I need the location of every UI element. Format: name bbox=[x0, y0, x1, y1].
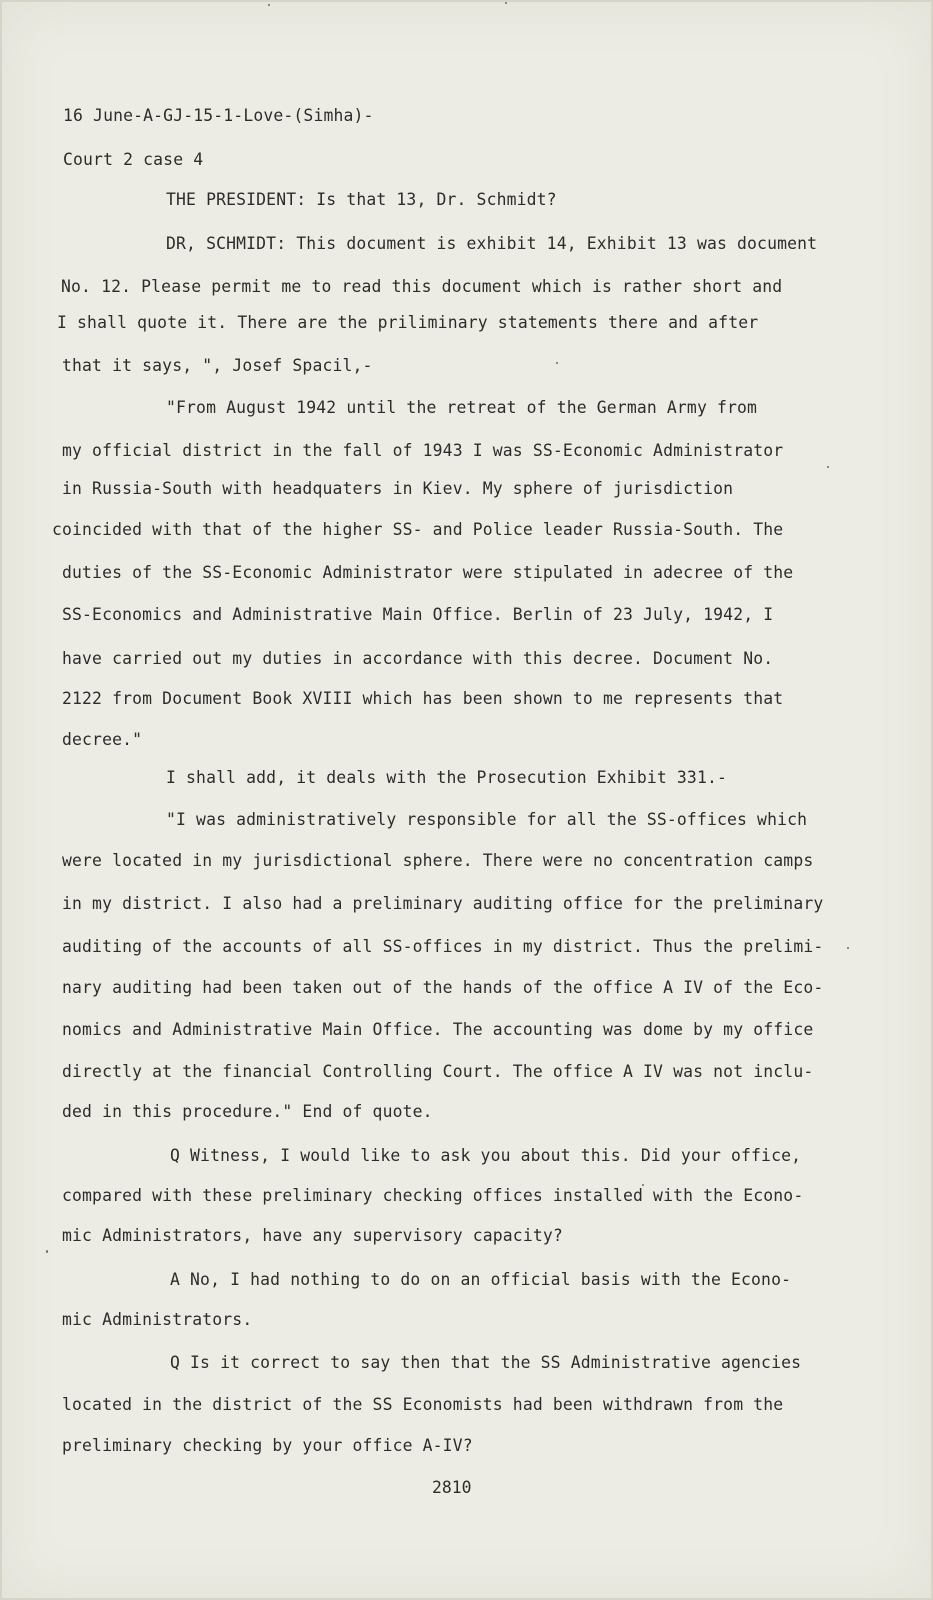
quote-line: coincided with that of the higher SS- and Police leader Russia-South. The bbox=[52, 520, 784, 539]
question-line: mic Administrators, have any supervisory capacity? bbox=[62, 1226, 563, 1245]
quote-line: decree." bbox=[62, 730, 143, 749]
quote-line: SS-Economics and Administrative Main Office. Berlin of 23 July, 1942, I bbox=[62, 605, 774, 624]
quote-line: have carried out my duties in accordance with this decree. Document No. bbox=[62, 649, 774, 668]
answer-line: A No, I had nothing to do on an official basis with the Econo- bbox=[170, 1270, 792, 1289]
quote-line: were located in my jurisdictional sphere. There were no concentration camps bbox=[62, 851, 814, 870]
page-number: 2810 bbox=[432, 1478, 472, 1497]
document-header-ref: 16 June-A-GJ-15-1-Love-(Simha)- bbox=[63, 106, 374, 125]
question-line: located in the district of the SS Economists had been withdrawn from the bbox=[62, 1395, 784, 1414]
quote-line: duties of the SS-Economic Administrator were stipulated in adecree of the bbox=[62, 563, 794, 582]
text-line: I shall quote it. There are the priliminary statements there and after bbox=[57, 313, 759, 332]
quote-line: in my district. I also had a preliminary auditing office for the preliminary bbox=[62, 894, 824, 913]
quote-line: 2122 from Document Book XVIII which has been shown to me represents that bbox=[62, 689, 784, 708]
quote-line: auditing of the accounts of all SS-offices in my district. Thus the prelimi- bbox=[62, 937, 824, 956]
scan-speck bbox=[827, 466, 829, 468]
scan-speck bbox=[642, 1184, 644, 1186]
question-line: preliminary checking by your office A-IV? bbox=[62, 1436, 473, 1455]
text-line: DR, SCHMIDT: This document is exhibit 14, Exhibit 13 was document bbox=[166, 234, 818, 253]
quote-line: in Russia-South with headquaters in Kiev. My sphere of jurisdiction bbox=[62, 479, 734, 498]
question-line: Q Is it correct to say then that the SS Administrative agencies bbox=[170, 1353, 802, 1372]
quote-line: nomics and Administrative Main Office. The accounting was dome by my office bbox=[62, 1020, 814, 1039]
quote-line: "I was administratively responsible for all the SS-offices which bbox=[166, 810, 808, 829]
question-line: Q Witness, I would like to ask you about this. Did your office, bbox=[170, 1146, 802, 1165]
scan-speck bbox=[268, 4, 270, 6]
court-case-line: Court 2 case 4 bbox=[63, 150, 204, 169]
question-line: compared with these preliminary checking offices installed with the Econo- bbox=[62, 1186, 804, 1205]
quote-line: "From August 1942 until the retreat of the German Army from bbox=[166, 398, 758, 417]
quote-line: my official district in the fall of 1943 I was SS-Economic Administrator bbox=[62, 441, 784, 460]
scan-speck bbox=[556, 362, 558, 364]
text-line: I shall add, it deals with the Prosecution Exhibit 331.- bbox=[166, 768, 728, 787]
text-line: No. 12. Please permit me to read this document which is rather short and bbox=[61, 277, 783, 296]
scan-speck bbox=[46, 1250, 48, 1253]
text-line: that it says, ", Josef Spacil,- bbox=[62, 356, 373, 375]
text-line: THE PRESIDENT: Is that 13, Dr. Schmidt? bbox=[166, 190, 557, 209]
scan-speck bbox=[505, 2, 507, 4]
quote-line: ded in this procedure." End of quote. bbox=[62, 1102, 433, 1121]
answer-line: mic Administrators. bbox=[62, 1310, 253, 1329]
scan-speck bbox=[847, 947, 849, 949]
quote-line: nary auditing had been taken out of the hands of the office A IV of the Eco- bbox=[62, 978, 824, 997]
quote-line: directly at the financial Controlling Court. The office A IV was not inclu- bbox=[62, 1062, 814, 1081]
